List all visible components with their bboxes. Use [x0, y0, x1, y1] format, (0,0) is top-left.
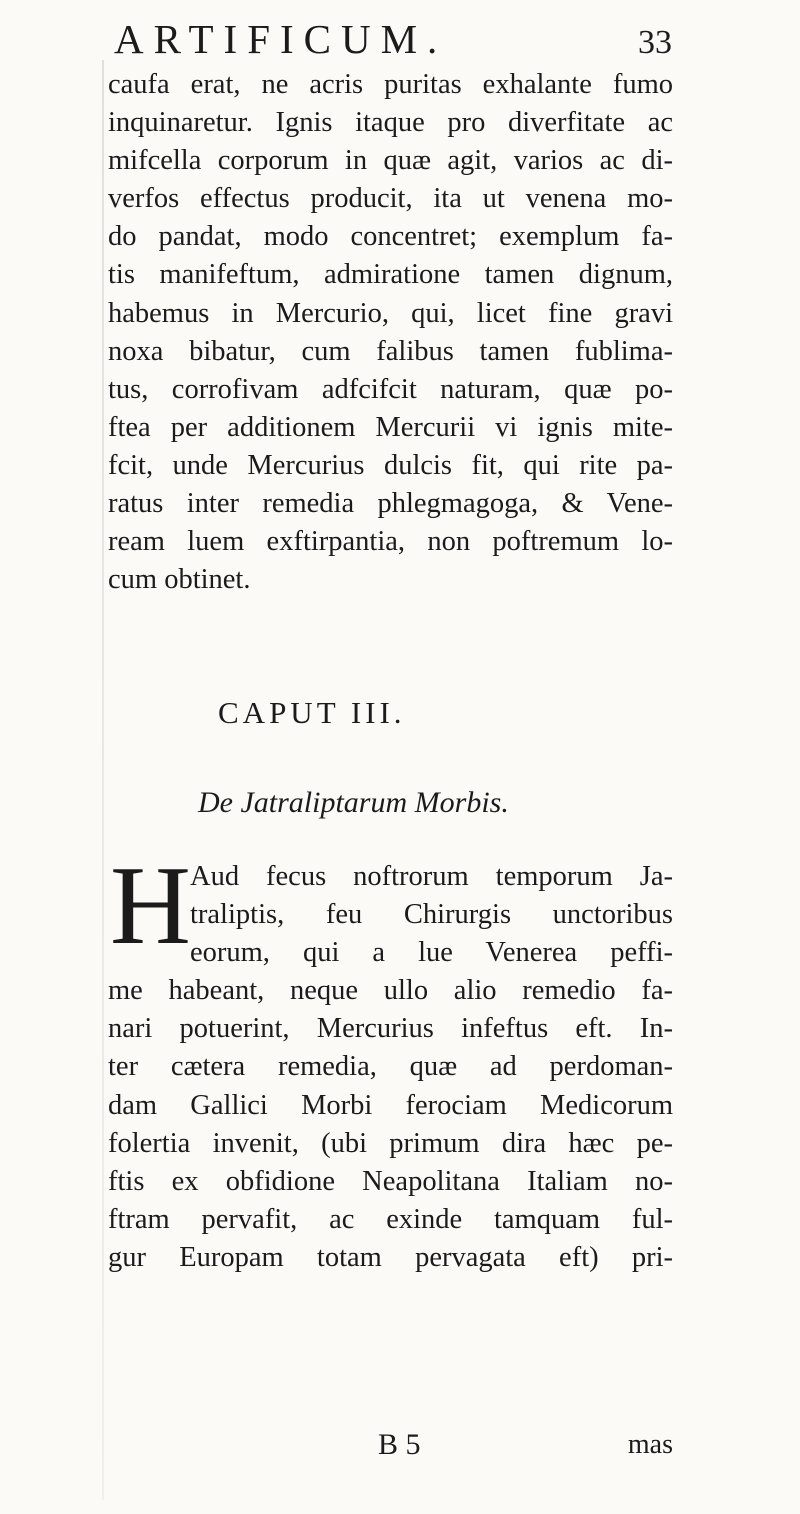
text-line: mifcella corporum in quæ agit, varios ac di-	[108, 145, 673, 177]
text-line: ftis ex obfidione Neapolitana Italiam no-	[108, 1165, 673, 1197]
text-line: caufa erat, ne acris puritas exhalante fumo	[108, 69, 673, 100]
text-line: habemus in Mercurio, qui, licet fine gravi	[108, 297, 673, 329]
signature-mark: B 5	[378, 1428, 421, 1461]
text-line: folertia invenit, (ubi primum dira hæc pe-	[108, 1127, 673, 1159]
text-line: me habeant, neque ullo alio remedio fa-	[108, 975, 673, 1007]
text-line: noxa bibatur, cum falibus tamen fublima-	[108, 335, 673, 367]
chapter-subtitle: De Jatraliptarum Morbis.	[198, 786, 509, 819]
text-line: tus, corrofivam adfcifcit naturam, quæ po-	[108, 373, 673, 405]
text-line: ftea per additionem Mercurii vi ignis mite-	[108, 411, 673, 443]
text-line: ream luem exftirpantia, non poftremum lo-	[108, 526, 673, 558]
text-line: gur Europam totam pervagata eft) pri-	[108, 1241, 673, 1273]
running-head	[112, 14, 672, 64]
paragraph-2	[108, 858, 673, 1277]
text-line: ratus inter remedia phlegmagoga, & Vene-	[108, 488, 673, 520]
text-line: ter cætera remedia, quæ ad perdoman-	[108, 1051, 673, 1083]
text-line: tis manifeftum, admiratione tamen dignum,	[108, 259, 673, 291]
text-line: verfos effectus producit, ita ut venena mo-	[108, 183, 673, 215]
text-line: fcit, unde Mercurius dulcis fit, qui rite pa-	[108, 449, 673, 481]
text-line: do pandat, modo concentret; exemplum fa-	[108, 221, 673, 253]
text-line: eorum, qui a lue Venerea peffi-	[190, 937, 673, 969]
text-line: nari potuerint, Mercurius infeftus eft. In-	[108, 1013, 673, 1045]
text-line: inquinaretur. Ignis itaque pro diverfitate ac	[108, 107, 673, 139]
drop-cap: H	[110, 844, 191, 968]
text-line: traliptis, feu Chirurgis unctoribus	[190, 899, 673, 931]
catchword: mas	[627, 1429, 673, 1460]
page-footer	[108, 1425, 673, 1465]
chapter-heading: CAPUT III.	[218, 695, 406, 730]
text-line: ftram pervafit, ac exinde tamquam ful-	[108, 1203, 673, 1235]
paragraph-1	[108, 66, 673, 599]
text-line: Aud fecus noftrorum temporum Ja-	[190, 861, 673, 892]
page-number: 33	[638, 24, 672, 61]
gutter-shadow	[102, 60, 104, 1500]
text-line: cum obtinet.	[108, 564, 251, 596]
text-line: dam Gallici Morbi ferociam Medicorum	[108, 1089, 673, 1121]
running-title: ARTIFICUM.	[114, 16, 448, 62]
